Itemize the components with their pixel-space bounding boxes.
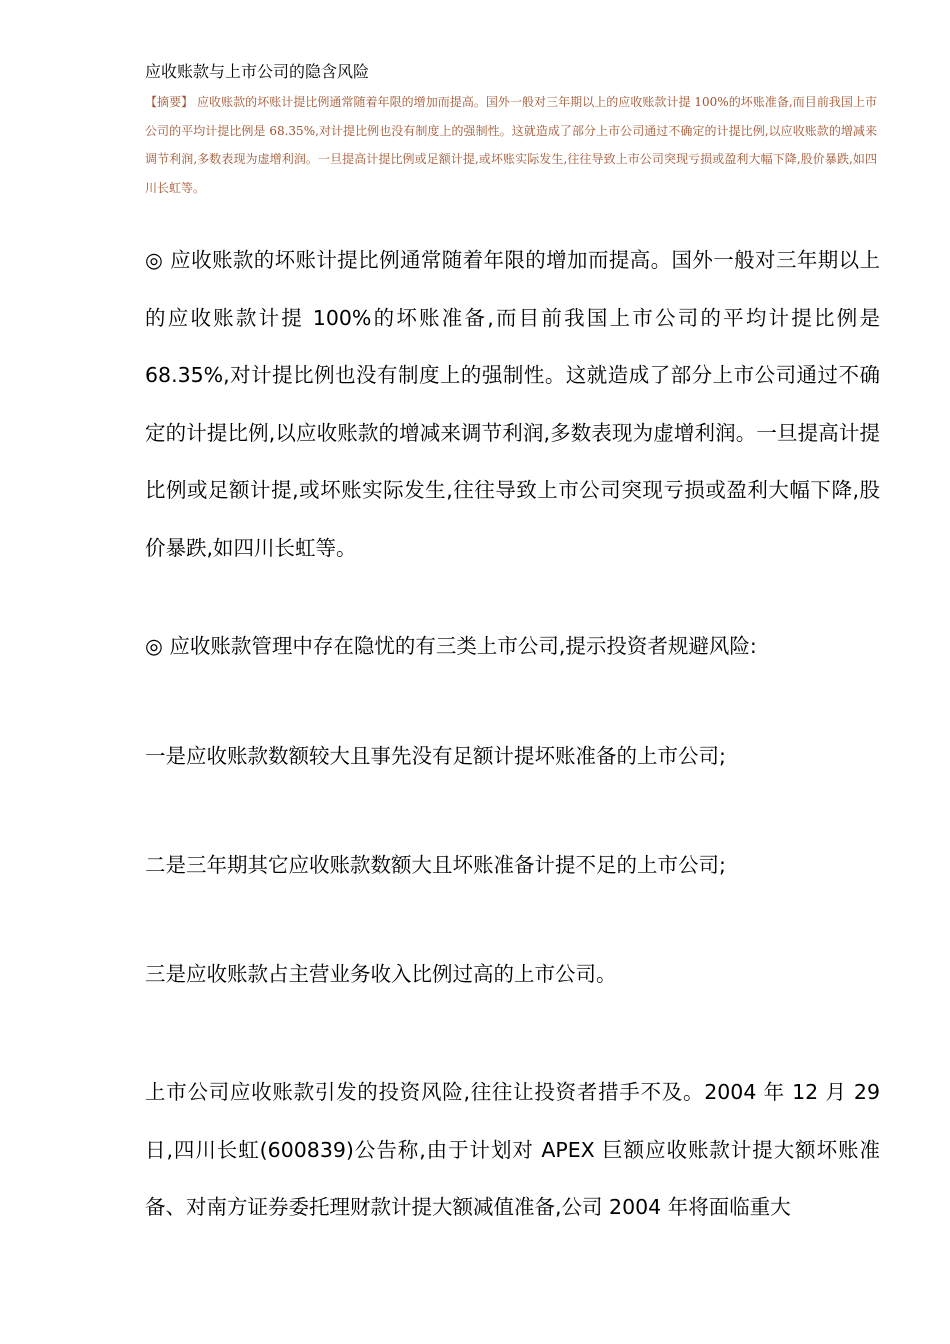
abstract-paragraph: 【摘要】 应收账款的坏账计提比例通常随着年限的增加而提高。国外一般对三年期以上的应收账款计提 100%的坏账准备,而目前我国上市公司的平均计提比例是 68.35%,对计提比例也没有制度上的强制性。这就造成了部分上市公司通过不确定的计提比例,以应收账款的增减来调节利润,多数表现为虚增利润。一旦提高计提比例或足额计提,或坏账实际发生,往往导致上市公司突现亏损或盈利大幅下降,股价暴跌,如四川长虹等。	[145, 95, 877, 195]
body-paragraph-bad-debt-ratio: ◎ 应收账款的坏账计提比例通常随着年限的增加而提高。国外一般对三年期以上的应收账款计提 100%的坏账准备,而目前我国上市公司的平均计提比例是 68.35%,对计提比例也没有制度上的强制性。这就造成了部分上市公司通过不确定的计提比例,以应收账款的增减来调节利润,多数表现为虚增利润。一旦提高计提比例或足额计提,或坏账实际发生,往往导致上市公司突现亏损或盈利大幅下降,股价暴跌,如四川长虹等。	[145, 248, 880, 560]
body-paragraph-three-types-intro: ◎ 应收账款管理中存在隐忧的有三类上市公司,提示投资者规避风险:	[145, 634, 757, 658]
body-paragraph-investment-risk: 上市公司应收账款引发的投资风险,往往让投资者措手不及。2004 年 12 月 29 日,四川长虹(600839)公告称,由于计划对 APEX 巨额应收账款计提大额坏账准备、对南方证券委托理财款计提大额减值准备,公司 2004 年将面临重大	[145, 1080, 880, 1219]
document-title: 应收账款与上市公司的隐含风险	[145, 62, 370, 81]
risk-list-item: 二是三年期其它应收账款数额大且坏账准备计提不足的上市公司;	[145, 853, 726, 877]
risk-list-item: 一是应收账款数额较大且事先没有足额计提坏账准备的上市公司;	[145, 744, 726, 768]
risk-list-item: 三是应收账款占主营业务收入比例过高的上市公司。	[145, 962, 617, 986]
